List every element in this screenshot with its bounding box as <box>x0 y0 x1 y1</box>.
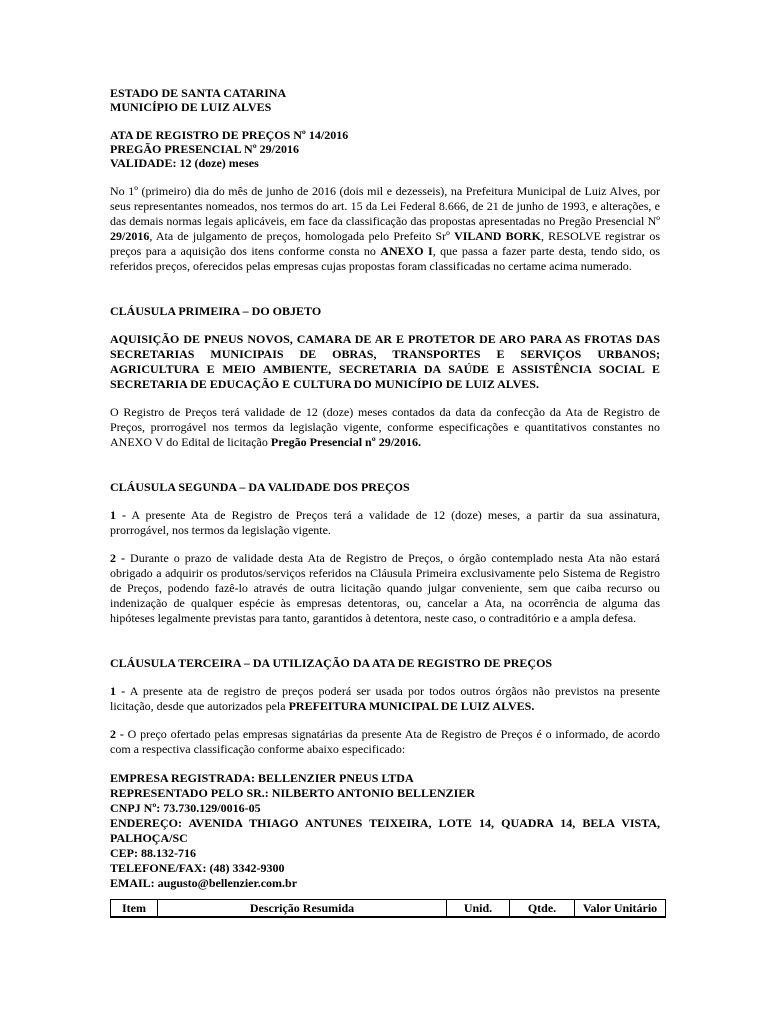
clause-3-paragraph-1 <box>110 684 660 714</box>
ata-number: ATA DE REGISTRO DE PREÇOS Nº 14/2016 <box>110 128 349 142</box>
clause-3-p1-text: A presente ata de registro de preços poderá ser usada por todos outros órgãos não previstos na presente licitação, desde que autorizados pela <box>110 684 661 713</box>
clause-2-paragraph-2 <box>110 551 660 626</box>
clause-3-p1-number: 1 - <box>110 684 126 698</box>
col-description: Descrição Resumida <box>158 900 447 918</box>
clause-2-p1-text: A presente Ata de Registro de Preços terá a validade de 12 (doze) meses, a partir da sua assinatura, prorrogável, nos termos da legislação vigente. <box>110 508 660 537</box>
pregao-number: PREGÃO PRESENCIAL Nº 29/2016 <box>110 142 299 156</box>
company-cnpj: CNPJ Nº: 73.730.129/0016-05 <box>110 801 261 815</box>
clause-2-p1-number: 1 - <box>110 508 127 522</box>
clause-1-title: CLÁUSULA PRIMEIRA – DO OBJETO <box>110 304 322 318</box>
intro-bold-3: ANEXO I <box>380 244 433 258</box>
clause-1-text-main: O Registro de Preços terá validade de 12 (doze) meses contados da data da confecção da Ata de Registro de Preços, prorrogável nos termos da legislação vigente, conforme especificações e quantitativos constantes no ANEXO V do Edital de licitação <box>110 405 660 449</box>
validity: VALIDADE: 12 (doze) meses <box>110 156 259 170</box>
intro-text-4: , que passa a fazer parte desta, tendo sido, os referidos preços, oferecidos pelas empresas cujas propostas foram classificadas no certame acima numerado. <box>110 244 660 273</box>
clause-3-title: CLÁUSULA TERCEIRA – DA UTILIZAÇÃO DA ATA DE REGISTRO DE PREÇOS <box>110 656 553 670</box>
company-email: EMAIL: augusto@bellenzier.com.br <box>110 876 298 890</box>
clause-2-title: CLÁUSULA SEGUNDA – DA VALIDADE DOS PREÇOS <box>110 480 410 494</box>
clause-2-p2-number: 2 - <box>110 551 126 565</box>
municipality-name: MUNICÍPIO DE LUIZ ALVES <box>110 100 272 114</box>
clause-2 <box>110 480 660 626</box>
intro-bold-2: VILAND BORK <box>454 229 541 243</box>
items-table <box>110 899 666 918</box>
company-representative: REPRESENTADO PELO SR.: NILBERTO ANTONIO BELLENZIER <box>110 786 476 800</box>
col-item: Item <box>111 900 158 918</box>
clause-3 <box>110 656 660 757</box>
clause-1 <box>110 304 660 450</box>
clause-1-text-bold: Pregão Presencial nº 29/2016. <box>270 435 422 449</box>
company-phone: TELEFONE/FAX: (48) 3342-9300 <box>110 861 285 875</box>
table-header-row <box>111 900 666 918</box>
state-name: ESTADO DE SANTA CATARINA <box>110 86 287 100</box>
clause-3-p2-text: O preço ofertado pelas empresas signatárias da presente Ata de Registro de Preços é o informado, de acordo com a respectiva classificação conforme abaixo especificado: <box>110 727 661 756</box>
clause-3-p1-bold: PREFEITURA MUNICIPAL DE LUIZ ALVES. <box>288 699 535 713</box>
clause-3-paragraph-2 <box>110 727 660 757</box>
clause-2-p2-text: Durante o prazo de validade desta Ata de Registro de Preços, o órgão contemplado nesta Ata não estará obrigado a adquirir os produtos/serviços referidos na Cláusula Primeira exclusivamente pelo Sistema de Registro de Preços, podendo fazê-lo através de outra licitação quando julgar conveniente, sem que caiba recurso ou indenização de qualquer espécie às empresas detentoras, ou, cancelar a Ata, na ocorrência de alguma das hipóteses legalmente previstas para tanto, garantidos à detentora, neste caso, o contraditório e a ampla defesa. <box>110 551 661 625</box>
clause-1-text <box>110 405 660 450</box>
company-info <box>110 771 660 891</box>
clause-3-p2-number: 2 - <box>110 727 124 741</box>
clause-1-object: AQUISIÇÃO DE PNEUS NOVOS, CAMARA DE AR E PROTETOR DE ARO PARA AS FROTAS DAS SECRETARIAS MUNICIPAIS DE OBRAS, TRANSPORTES E SERVIÇOS URBANOS; AGRICULTURA E MEIO AMBIENTE, SECRETARIA DA SAÚDE E ASSISTÊNCIA SOCIAL E SECRETARIA DE EDUCAÇÃO E CULTURA DO MUNICÍPIO DE LUIZ ALVES. <box>110 332 660 391</box>
col-unit-price: Valor Unitário <box>575 900 666 918</box>
col-quantity: Qtde. <box>510 900 575 918</box>
intro-text-1: No 1º (primeiro) dia do mês de junho de 2016 (dois mil e dezesseis), na Prefeitura Municipal de Luiz Alves, por seus representantes nomeados, nos termos do art. 15 da Lei Federal 8.666, de 21 de junho de 1993, e alterações, e das demais normas legais aplicáveis, em face da classificação das propostas apresentadas no Pregão Presencial Nº <box>110 184 660 228</box>
intro-paragraph <box>110 184 660 274</box>
clause-2-paragraph-1 <box>110 508 660 538</box>
intro-text-3: , RESOLVE registrar os preços para a aquisição dos itens conforme consta no <box>110 229 661 258</box>
company-cep: CEP: 88.132-716 <box>110 846 196 860</box>
company-name: EMPRESA REGISTRADA: BELLENZIER PNEUS LTDA <box>110 771 414 785</box>
document-header <box>110 86 660 170</box>
document-page <box>110 86 660 918</box>
intro-bold-1: 29/2016 <box>110 229 150 243</box>
intro-text-2: , Ata de julgamento de preços, homologada pelo Prefeito Srº <box>149 229 455 243</box>
col-unit: Unid. <box>447 900 510 918</box>
company-address: ENDEREÇO: AVENIDA THIAGO ANTUNES TEIXEIRA, LOTE 14, QUADRA 14, BELA VISTA, PALHOÇA/SC <box>110 816 660 845</box>
